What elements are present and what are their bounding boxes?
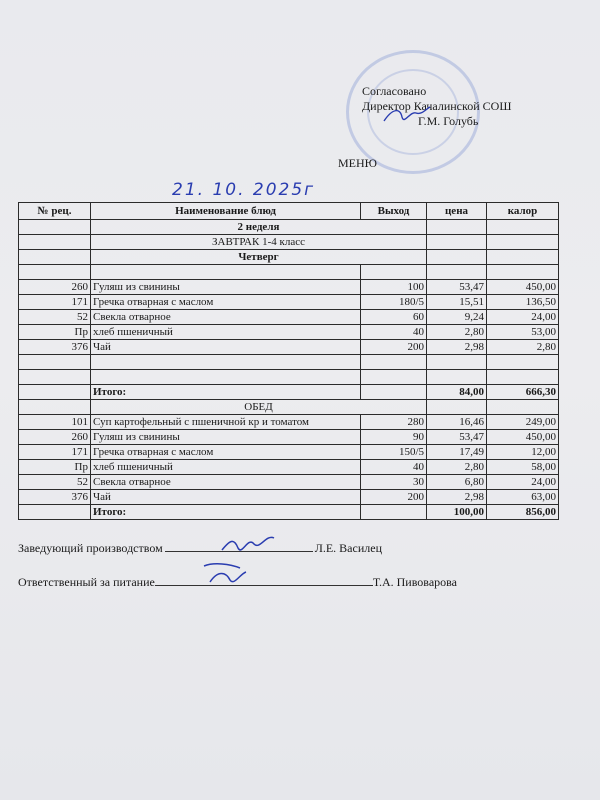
dish-price: 9,24 <box>427 310 487 325</box>
empty-cell <box>487 400 559 415</box>
day-label-row <box>19 250 559 265</box>
empty-cell <box>19 220 91 235</box>
dish-name: Чай <box>91 340 361 355</box>
empty-cell <box>427 250 487 265</box>
dish-out: 40 <box>361 460 427 475</box>
dish-out: 90 <box>361 430 427 445</box>
table-row <box>19 490 559 505</box>
header-price: цена <box>427 203 487 220</box>
table-row <box>19 430 559 445</box>
empty-cell <box>427 265 487 280</box>
dish-code: 171 <box>19 295 91 310</box>
empty-cell <box>361 355 427 370</box>
dish-out: 200 <box>361 490 427 505</box>
manager-signature-line <box>18 541 382 556</box>
table-row <box>19 295 559 310</box>
dish-name: Чай <box>91 490 361 505</box>
empty-cell <box>487 250 559 265</box>
empty-cell <box>427 355 487 370</box>
table-row <box>19 280 559 295</box>
dish-code: Пр <box>19 325 91 340</box>
lunch-title-row <box>19 400 559 415</box>
dish-name: Гречка отварная с маслом <box>91 295 361 310</box>
manager-name: Л.Е. Василец <box>314 541 382 555</box>
header-cal: калор <box>487 203 559 220</box>
total-label: Итого: <box>91 505 361 520</box>
empty-cell <box>19 385 91 400</box>
manager-signature-icon <box>218 530 278 558</box>
empty-cell <box>19 400 91 415</box>
dish-name: Гуляш из свинины <box>91 280 361 295</box>
handwritten-date: 21. 10. 2025г <box>172 180 316 200</box>
dish-out: 100 <box>361 280 427 295</box>
table-header-row <box>19 203 559 220</box>
empty-cell <box>361 505 427 520</box>
dish-price: 2,80 <box>427 325 487 340</box>
approval-line-2: Директор Качалинской СОШ <box>362 99 512 113</box>
table-row <box>19 460 559 475</box>
table-row <box>19 340 559 355</box>
empty-row <box>19 370 559 385</box>
dish-price: 17,49 <box>427 445 487 460</box>
empty-cell <box>427 235 487 250</box>
dish-price: 15,51 <box>427 295 487 310</box>
dish-price: 53,47 <box>427 430 487 445</box>
dish-out: 200 <box>361 340 427 355</box>
dish-cal: 450,00 <box>487 430 559 445</box>
dish-code: 101 <box>19 415 91 430</box>
dish-code: Пр <box>19 460 91 475</box>
responsible-signature-icon <box>200 560 250 586</box>
menu-table <box>18 202 559 520</box>
manager-label: Заведующий производством <box>18 541 163 555</box>
dish-code: 260 <box>19 280 91 295</box>
dish-code: 52 <box>19 310 91 325</box>
empty-cell <box>361 370 427 385</box>
dish-price: 16,46 <box>427 415 487 430</box>
empty-cell <box>427 220 487 235</box>
total-label: Итого: <box>91 385 361 400</box>
responsible-label: Ответственный за питание <box>18 575 155 589</box>
table-row <box>19 475 559 490</box>
total-price: 84,00 <box>427 385 487 400</box>
dish-out: 180/5 <box>361 295 427 310</box>
empty-cell <box>427 370 487 385</box>
director-signature-icon <box>382 103 432 129</box>
empty-cell <box>19 505 91 520</box>
day-label: Четверг <box>91 250 427 265</box>
dish-out: 150/5 <box>361 445 427 460</box>
empty-cell <box>91 355 361 370</box>
empty-cell <box>427 400 487 415</box>
empty-cell <box>487 265 559 280</box>
empty-cell <box>361 265 427 280</box>
total-cal: 666,30 <box>487 385 559 400</box>
dish-code: 52 <box>19 475 91 490</box>
table-row <box>19 325 559 340</box>
dish-code: 260 <box>19 430 91 445</box>
dish-name: Свекла отварное <box>91 475 361 490</box>
dish-price: 2,98 <box>427 490 487 505</box>
empty-cell <box>487 355 559 370</box>
dish-cal: 12,00 <box>487 445 559 460</box>
dish-price: 2,98 <box>427 340 487 355</box>
week-label: 2 неделя <box>91 220 427 235</box>
dish-name: Гуляш из свинины <box>91 430 361 445</box>
empty-cell <box>19 355 91 370</box>
dish-code: 171 <box>19 445 91 460</box>
dish-cal: 24,00 <box>487 475 559 490</box>
breakfast-title: ЗАВТРАК 1-4 класс <box>91 235 427 250</box>
dish-price: 53,47 <box>427 280 487 295</box>
total-cal: 856,00 <box>487 505 559 520</box>
total-price: 100,00 <box>427 505 487 520</box>
dish-out: 60 <box>361 310 427 325</box>
empty-row <box>19 265 559 280</box>
dish-cal: 2,80 <box>487 340 559 355</box>
empty-cell <box>19 265 91 280</box>
empty-cell <box>91 370 361 385</box>
dish-out: 40 <box>361 325 427 340</box>
table-row <box>19 445 559 460</box>
table-body <box>19 220 559 520</box>
responsible-name: Т.А. Пивоварова <box>372 575 457 589</box>
breakfast-total-row <box>19 385 559 400</box>
dish-price: 6,80 <box>427 475 487 490</box>
empty-cell <box>91 265 361 280</box>
empty-row <box>19 355 559 370</box>
dish-cal: 63,00 <box>487 490 559 505</box>
lunch-title: ОБЕД <box>91 400 427 415</box>
dish-code: 376 <box>19 490 91 505</box>
dish-cal: 249,00 <box>487 415 559 430</box>
table-row <box>19 310 559 325</box>
dish-cal: 58,00 <box>487 460 559 475</box>
dish-out: 30 <box>361 475 427 490</box>
empty-cell <box>487 220 559 235</box>
dish-name: Суп картофельный с пшеничной кр и томатом <box>91 415 361 430</box>
dish-name: хлеб пшеничный <box>91 325 361 340</box>
dish-name: Гречка отварная с маслом <box>91 445 361 460</box>
approval-line-3: Г.М. Голубь <box>418 114 479 128</box>
week-label-row <box>19 220 559 235</box>
dish-cal: 53,00 <box>487 325 559 340</box>
empty-cell <box>487 235 559 250</box>
empty-cell <box>19 250 91 265</box>
header-out: Выход <box>361 203 427 220</box>
header-code: № рец. <box>19 203 91 220</box>
dish-cal: 136,50 <box>487 295 559 310</box>
header-name: Наименование блюд <box>91 203 361 220</box>
dish-code: 376 <box>19 340 91 355</box>
breakfast-title-row <box>19 235 559 250</box>
dish-name: Свекла отварное <box>91 310 361 325</box>
empty-cell <box>19 370 91 385</box>
dish-cal: 24,00 <box>487 310 559 325</box>
approval-line-1: Согласовано <box>362 84 427 98</box>
empty-cell <box>487 370 559 385</box>
dish-cal: 450,00 <box>487 280 559 295</box>
dish-out: 280 <box>361 415 427 430</box>
dish-name: хлеб пшеничный <box>91 460 361 475</box>
dish-price: 2,80 <box>427 460 487 475</box>
empty-cell <box>361 385 427 400</box>
table-row <box>19 415 559 430</box>
lunch-total-row <box>19 505 559 520</box>
menu-title: МЕНЮ <box>338 156 377 170</box>
empty-cell <box>19 235 91 250</box>
